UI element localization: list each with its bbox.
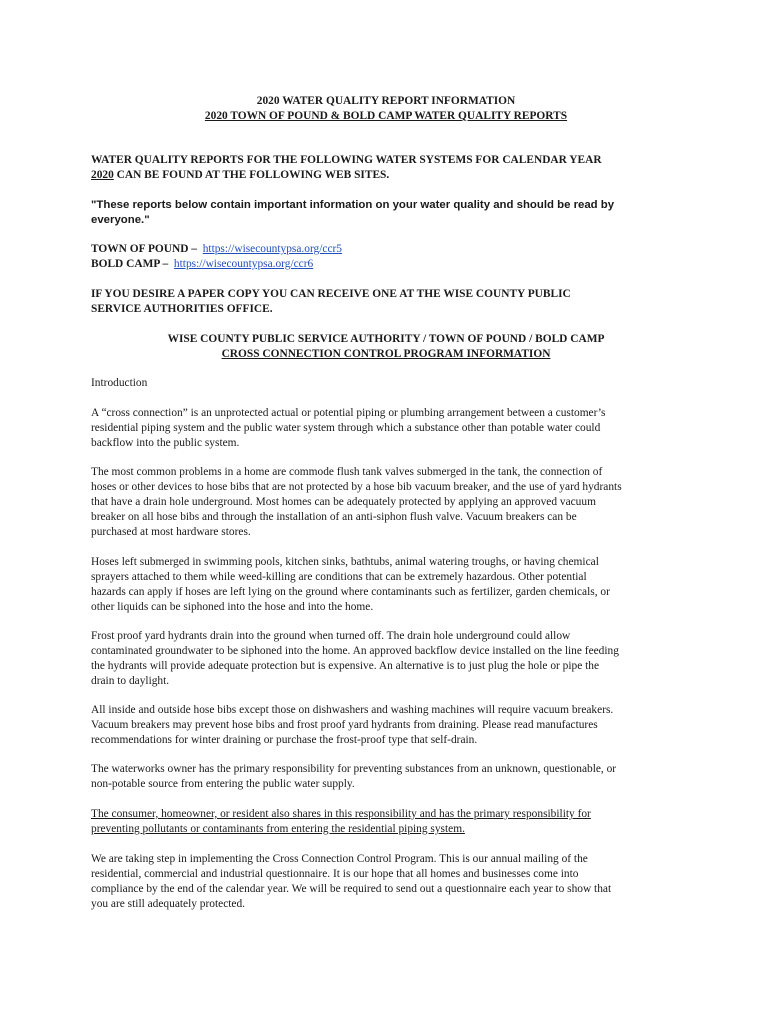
paragraph-5 <box>91 703 681 748</box>
p4-line: Frost proof yard hydrants drain into the ground when turned off. The drain hole underground could allow <box>91 630 571 642</box>
p8-line: compliance by the end of the calendar year. We will be required to send out a questionnaire each year to show that <box>91 882 612 895</box>
section2-title <box>91 332 681 362</box>
intro-heading-line1: WATER QUALITY REPORTS FOR THE FOLLOWING WATER SYSTEMS FOR CALENDAR YEAR <box>91 154 602 166</box>
section2-title-line1: WISE COUNTY PUBLIC SERVICE AUTHORITY / TOWN OF POUND / BOLD CAMP <box>167 333 605 345</box>
p8-line: you are still adequately protected. <box>91 897 246 910</box>
p3-line: sprayers attached to them while weed-killing are conditions that can be extremely hazardous. Other potential <box>91 570 587 583</box>
paragraph-8 <box>91 852 681 912</box>
p2-line: hoses or other devices to hose bibs that are not protected by a hose bib vacuum breaker, and the use of yard hydrants <box>91 480 622 493</box>
p3-line: hazards can apply if hoses are left lying on the ground where contaminants such as fertilizer, garden chemicals, or <box>91 585 610 598</box>
p2-line: breaker on all hose bibs and through the installation of an anti-siphon flush valve. Vacuum breakers can be <box>91 510 577 523</box>
bold-camp-label: BOLD CAMP – <box>91 257 169 270</box>
p5-line: Vacuum breakers may prevent hose bibs and frost proof yard hydrants from draining. Please read manufactures <box>91 718 598 731</box>
p1-line: A “cross connection” is an unprotected actual or potential piping or plumbing arrangement between a customer’s <box>91 407 606 419</box>
paper-copy-line2: SERVICE AUTHORITIES OFFICE. <box>91 302 273 315</box>
notice-line2: everyone." <box>91 213 150 226</box>
introduction-label: Introduction <box>91 377 148 389</box>
paragraph-4 <box>91 629 681 689</box>
bold-camp-report-link[interactable]: https://wisecountypsa.org/ccr6 <box>173 257 314 270</box>
paragraph-2 <box>91 465 681 540</box>
p6-line: non-potable source from entering the public water supply. <box>91 777 355 790</box>
intro-heading-year: 2020 <box>91 168 114 181</box>
report-header <box>91 94 681 124</box>
p2-line: purchased at most hardware stores. <box>91 525 251 538</box>
intro-heading <box>91 153 681 183</box>
header-title-line2: 2020 TOWN OF POUND & BOLD CAMP WATER QUALITY REPORTS <box>204 109 568 122</box>
report-links <box>91 242 681 272</box>
paragraph-3 <box>91 555 681 615</box>
pound-label: TOWN OF POUND – <box>91 243 197 255</box>
pound-report-link[interactable]: https://wisecountypsa.org/ccr5 <box>202 243 343 255</box>
p6-line: The waterworks owner has the primary responsibility for preventing substances from an unknown, questionable, or <box>91 763 617 775</box>
p4-line: the hydrants will provide adequate protection but is expensive. An alternative is to just plug the hole or pipe the <box>91 659 600 672</box>
intro-heading-line2 <box>91 168 681 183</box>
p8-line: residential, commercial and industrial questionnaire. It is our hope that all homes and businesses come into <box>91 867 579 880</box>
p2-line: that have a drain hole underground. Most homes can be adequately protected by applying an approved vacuum <box>91 495 596 508</box>
paragraph-6 <box>91 762 681 792</box>
intro-heading-line2-rest: CAN BE FOUND AT THE FOLLOWING WEB SITES. <box>113 168 390 181</box>
p7-line: The consumer, homeowner, or resident also shares in this responsibility and has the primary responsibility for <box>91 808 591 820</box>
p1-line: backflow into the public system. <box>91 436 240 449</box>
paragraph-1 <box>91 406 681 451</box>
p4-line: contaminated groundwater to be siphoned into the home. An approved backflow device installed on the line feeding <box>91 644 619 657</box>
p7-line: preventing pollutants or contaminants from entering the residential piping system. <box>91 822 465 835</box>
paper-copy-line1: IF YOU DESIRE A PAPER COPY YOU CAN RECEIVE ONE AT THE WISE COUNTY PUBLIC <box>91 288 571 300</box>
p5-line: recommendations for winter draining or purchase the frost-proof type that self-drain. <box>91 733 478 746</box>
p2-line: The most common problems in a home are commode flush tank valves submerged in the tank, the connection of <box>91 466 603 478</box>
bold-camp-link-row <box>91 257 681 272</box>
p4-line: drain to daylight. <box>91 674 170 687</box>
notice <box>91 198 681 228</box>
p3-line: other liquids can be siphoned into the hose and into the home. <box>91 600 374 613</box>
p8-line: We are taking step in implementing the Cross Connection Control Program. This is our annual mailing of the <box>91 853 588 865</box>
header-title-line1: 2020 WATER QUALITY REPORT INFORMATION <box>256 95 516 107</box>
pound-link-row <box>91 242 681 257</box>
p3-line: Hoses left submerged in swimming pools, kitchen sinks, bathtubs, animal watering troughs, or having chemical <box>91 556 599 568</box>
p1-line: residential piping system and the public water system through which a substance other than potable water could <box>91 421 601 434</box>
paper-copy-notice <box>91 287 681 317</box>
paragraph-7 <box>91 807 681 837</box>
p5-line: All inside and outside hose bibs except those on dishwashers and washing machines will require vacuum breakers. <box>91 704 614 716</box>
introduction-heading <box>91 376 681 391</box>
section2-title-line2: CROSS CONNECTION CONTROL PROGRAM INFORMATION <box>221 347 551 360</box>
notice-line1: "These reports below contain important information on your water quality and should be read by <box>91 199 615 211</box>
